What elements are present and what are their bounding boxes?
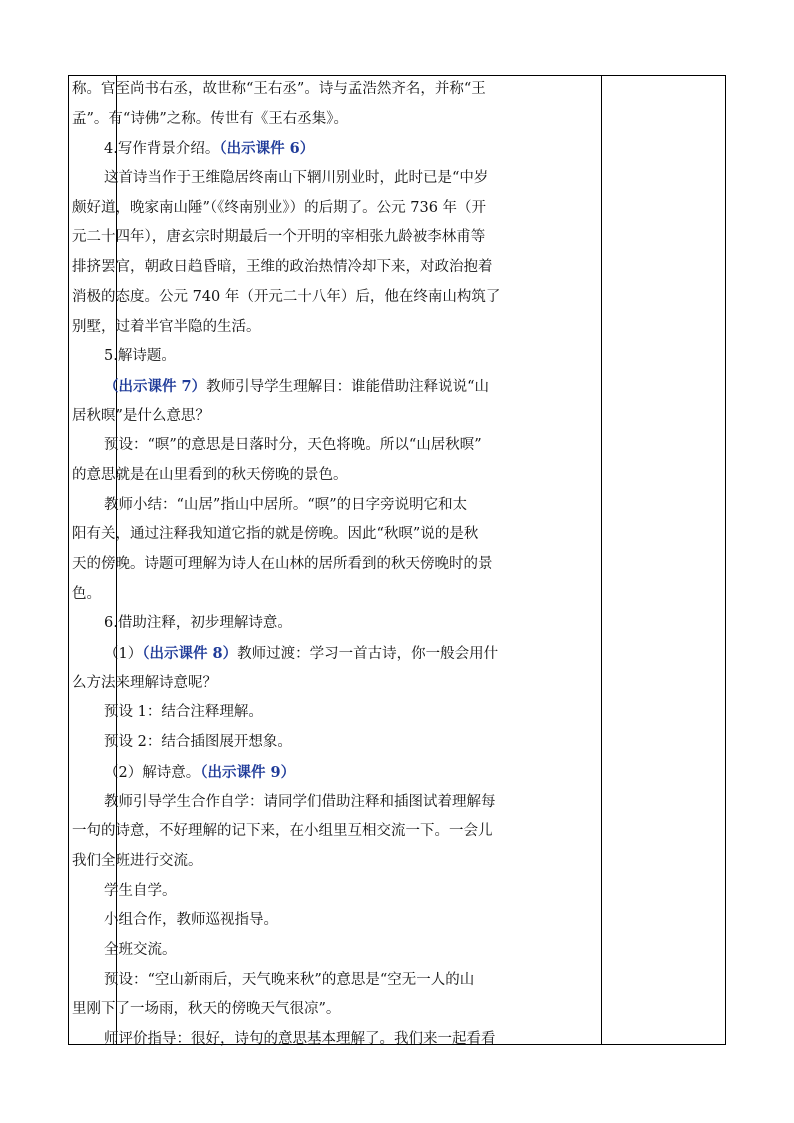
text-line (72, 550, 528, 580)
text-line (72, 877, 528, 907)
text-line (72, 402, 528, 432)
text-line (72, 461, 528, 491)
lesson-content (72, 75, 528, 1055)
text-line (72, 164, 528, 194)
text-line (72, 758, 528, 788)
courseware-tag: （出示课件 7） (104, 377, 207, 395)
text-line (72, 1025, 528, 1055)
text-segment: 称。官至尚书右丞，故世称“王右丞”。诗与孟浩然齐名，并称“王 (72, 81, 486, 97)
text-segment: 的意思就是在山里看到的秋天傍晚的景色。 (72, 466, 348, 483)
text-line (72, 639, 528, 669)
text-line (72, 223, 528, 253)
text-segment: 色。 (72, 585, 101, 602)
text-segment: 教师引导学生合作自学：请同学们借助注释和插图试着理解每 (104, 793, 496, 810)
text-segment: 全班交流。 (104, 941, 177, 958)
text-segment: 么方法来理解诗意呢？ (72, 674, 217, 691)
text-line (72, 313, 528, 343)
text-segment: 师评价指导：很好，诗句的意思基本理解了。我们来一起看看 (104, 1031, 496, 1047)
text-line (72, 194, 528, 224)
text-line (72, 609, 528, 639)
text-segment: 教师小结：“山居”指山中居所。“暝”的日字旁说明它和太 (104, 496, 468, 513)
text-line (72, 105, 528, 135)
text-segment: 教师过渡：学习一首古诗，你一般会用什 (237, 646, 499, 663)
text-line (72, 431, 528, 461)
text-segment: 天的傍晚。诗题可理解为诗人在山林的居所看到的秋天傍晚时的景 (72, 556, 493, 572)
text-line (72, 372, 528, 402)
text-segment: 预设：“暝”的意思是日落时分，天色将晚。所以“山居秋暝” (104, 437, 482, 454)
text-segment: 学生自学。 (104, 882, 177, 899)
text-line (72, 75, 528, 105)
text-segment: 小组合作，教师巡视指导。 (104, 912, 278, 929)
text-line (72, 134, 528, 164)
courseware-tag: （出示课件 6） (219, 140, 315, 158)
text-segment: （1） (104, 646, 143, 663)
text-segment: 颇好道，晚家南山陲”（《终南别业》）的后期了。公元 736 年（开 (72, 199, 487, 216)
right-column-divider (601, 76, 602, 1044)
text-line (72, 342, 528, 372)
text-segment: 孟”。有“诗佛”之称。传世有《王右丞集》。 (72, 110, 348, 127)
text-segment: 预设：“空山新雨后，天气晚来秋”的意思是“空无一人的山 (104, 971, 475, 988)
text-segment: 预设 2：结合插图展开想象。 (104, 734, 292, 751)
courseware-tag: （出示课件 8） (142, 645, 238, 663)
text-segment: 里刚下了一场雨，秋天的傍晚天气很凉”。 (72, 1001, 341, 1018)
text-segment: 一句的诗意，不好理解的记下来，在小组里互相交流一下。一会儿 (72, 823, 493, 840)
text-line (72, 253, 528, 283)
courseware-tag: （出示课件 9） (200, 763, 296, 781)
text-segment: 别墅，过着半官半隐的生活。 (72, 318, 261, 335)
text-segment: 居秋暝”是什么意思？ (72, 407, 210, 424)
text-segment: 4.写作背景介绍。 (104, 141, 220, 158)
text-line (72, 491, 528, 521)
text-segment: 预设 1：结合注释理解。 (104, 704, 263, 721)
text-segment: （2）解诗意。 (104, 764, 201, 781)
text-line (72, 966, 528, 996)
text-line (72, 906, 528, 936)
text-line (72, 669, 528, 699)
text-line (72, 847, 528, 877)
text-line (72, 995, 528, 1025)
text-segment: 我们全班进行交流。 (72, 852, 203, 869)
text-line (72, 817, 528, 847)
text-segment: 元二十四年），唐玄宗时期最后一个开明的宰相张九龄被李林甫等 (72, 229, 486, 246)
text-line (72, 520, 528, 550)
text-line (72, 698, 528, 728)
text-segment: 阳有关，通过注释我知道它指的就是傍晚。因此“秋暝”说的是秋 (72, 526, 479, 543)
text-segment: 教师引导学生理解目：谁能借助注释说说“山 (206, 378, 490, 395)
text-segment: 排挤罢官，朝政日趋昏暗，王维的政治热情冷却下来，对政治抱着 (72, 259, 493, 276)
text-line (72, 788, 528, 818)
text-line (72, 580, 528, 610)
text-segment: 6.借助注释，初步理解诗意。 (104, 615, 292, 632)
text-line (72, 283, 528, 313)
text-line (72, 728, 528, 758)
text-segment: 这首诗当作于王维隐居终南山下辋川别业时，此时已是“中岁 (104, 170, 489, 187)
text-segment: 消极的态度。公元 740 年（开元二十八年）后，他在终南山构筑了 (72, 288, 501, 305)
text-line (72, 936, 528, 966)
text-segment: 5.解诗题。 (104, 348, 176, 365)
